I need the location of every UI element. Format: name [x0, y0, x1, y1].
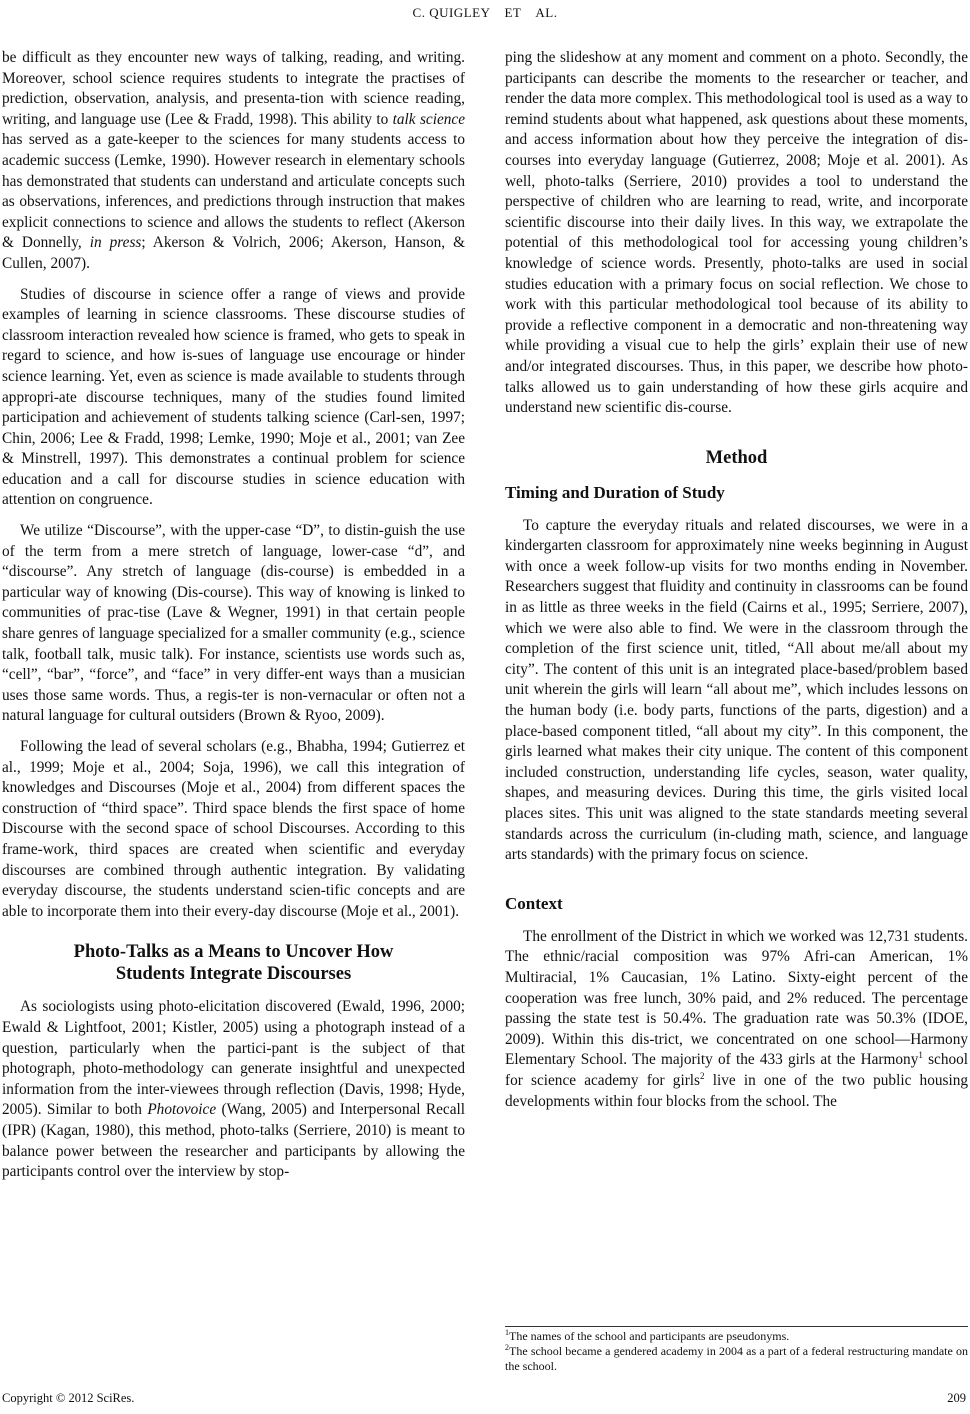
left-column	[2, 48, 465, 1183]
footnote-1: $^1$The names of the school and participants are pseudonyms.	[505, 1328, 790, 1343]
subheading-context: Context	[505, 893, 563, 913]
subheading-timing: Timing and Duration of Study	[505, 482, 725, 502]
emphasis-in-press: in press	[89, 234, 142, 252]
section-heading-method: Method	[705, 447, 768, 468]
copyright-notice: Copyright © 2012 SciRes.	[2, 1391, 135, 1405]
running-head	[0, 5, 970, 21]
running-head-al: AL.	[535, 5, 558, 20]
right-paragraph-3: The enrollment of the District in which we worked was 12,731 students. The ethnic/racial composition was 97% Afri-can American, 1% Multiracial, 1% Caucasian, 1% Latino. Sixty-eight percent of the cooperation was free lunch, 30% paid, and 2% reduced. The percentage passing the state test is 50.4%. The graduation rate was 50.3% (IDOE, 2009). Within this dis-trict, we concentrated on one school—Harmony Elementary School. The majority of the 433 girls at the Harmony$^1$ school for science academy for girls$^2$ live in one of the two public housing developments within four blocks from the school. The	[505, 927, 969, 1110]
left-paragraph-3: We utilize “Discourse”, with the upper-case “D”, to distin-guish the use of the term from a mere stretch of language, lower-case “d”, and “discourse”. Any stretch of language (dis-course) is embedded in a particular way of knowing (Dis-course). This way of knowing is linked to communities of prac-tise (Lave & Wegner, 1991) in that certain people share genres of language specialized for a smaller community (e.g., science talk, football talk, music talk). For instance, scientists use words such as, “cell”, “bar”, “force”, and “face” in very differ-ent ways than a musician uses those same words. Thus, a regis-ter is non-vernacular or often not a natural language for cultural outsiders (Brown & Ryoo, 2009).	[2, 522, 465, 725]
left-paragraph-5: As sociologists using photo-elicitation discovered (Ewald, 1996, 2000; Ewald & Lightfoot, 2001; Kistler, 2005) using a photograph instead of a question, particularly when the partici-pant is the subject of that photograph, photo-methodology can generate insightful and unexpected information from the inter-viewees through reflection (Davis, 1998; Hyde, 2005). Similar to both Photovoice (Wang, 2005) and Interpersonal Recall (IPR) (Kagan, 1980), this method, photo-talks (Serriere, 2010) is meant to balance power between the researcher and participants by allowing the participants control over the interview by stop-	[2, 998, 465, 1181]
left-paragraph-1: be difficult as they encounter new ways of talking, reading, and writing. Moreover, school science requires students to integrate the practises of prediction, observation, analysis, and presenta-tion with science reading, writing, and language use (Lee & Fradd, 1998). This ability to talk science has served as a gate-keeper to the sciences for many students access to academic success (Lemke, 1990). However research in elementary schools has demonstrated that students can understand and articulate concepts such as observations, inferences, and predictions through instruction that makes explicit connections to science and allows the students to reflect (Akerson & Donnelly, in press; Akerson & Volrich, 2006; Akerson, Hanson, & Cullen, 2007).	[2, 49, 466, 272]
right-paragraph-2: To capture the everyday rituals and related discourses, we were in a kindergarten classroom for approximately nine weeks beginning in August with once a week follow-up visits for two months ending in November. Researchers suggest that fluidity and continuity in classrooms can be found in as little as three weeks in the field (Cairns et al., 1995; Serriere, 2007), which we were also able to find. We were in the classroom through the completion of the first science unit, titled, “All about me/all about my city”. The content of this unit is an integrated place-based/problem based unit wherein the girls will learn “all about me”, which includes lessons on the human body (i.e. body parts, functions of the parts, digestion) and a place-based component titled, “all about my city”. In this component, the girls learned what makes their city unique. The content of this component included construction, understanding life cycles, season, water quality, shapes, and measuring devices. During this time, the girls visited local places sites. This unit was aligned to the state standards meeting several standards across the curriculum (in-cluding math, science, and language arts standards) with the primary focus on science.	[505, 516, 968, 864]
footnote-divider	[505, 1326, 968, 1327]
right-column	[505, 48, 968, 1112]
footnote-ref-1: 1	[918, 1050, 923, 1061]
right-paragraph-1: ping the slideshow at any moment and comment on a photo. Secondly, the participants can describe the moments to the researcher or teacher, and render the data more complex. This methodological tool is used as a way to remind students about what happened, ask questions about these moments, and access information about how they perceive the integration of dis-courses into everyday language (Gutierrez, 2008; Moje et al. 2001). As well, photo-talks (Serriere, 2010) provides a tool to understand the perspective of children who are learning to read, write, and incorporate scientific discourse into their daily lives. In this way, we extrapolate the potential of this methodological tool for accessing young children’s knowledge of science words. Presently, photo-talks are used in social studies education with a primary focus on social reflection. We chose to work with this particular methodological tool because of its ability to provide a reflective component in a democratic and non-threatening way while providing a visual cue to help the girls’ explain their use of new and/or integrated discourses. Thus, in this paper, we describe how photo-talks allowed us to gain understanding of how these girls acquire and understand new scientific dis-course.	[505, 49, 968, 417]
footnote-ref-2: 2	[700, 1070, 705, 1081]
page-number: 209	[947, 1391, 966, 1405]
emphasis-talk-science: talk science	[392, 110, 465, 128]
section-heading-photo-talks: Photo-Talks as a Means to Uncover How Students Integrate Discourses	[73, 942, 394, 985]
running-head-et: ET	[504, 5, 522, 20]
footnote-2: $^2$The school became a gendered academy in 2004 as a part of a federal restructuring mandate on the school.	[505, 1343, 968, 1373]
left-paragraph-4: Following the lead of several scholars (e.g., Bhabha, 1994; Gutierrez et al., 1999; Moje et al., 2004; Soja, 1996), we call this integration of knowledges and Discourses (Moje et al., 2004) from different spaces the construction of “third space”. Third space blends the first space of home Discourse with the second space of school Discourses. According to this frame-work, third spaces are created when scientific and everyday discourses are combined through authentic integration. By validating everyday discourse, the students understand scien-tific concepts and are able to incorporate them into their every-day discourse (Moje et al., 2001).	[2, 738, 465, 920]
emphasis-photovoice: Photovoice	[147, 1101, 217, 1119]
running-head-authors: C. QUIGLEY	[412, 5, 491, 20]
footnotes	[505, 1326, 968, 1374]
left-paragraph-2: Studies of discourse in science offer a range of views and provide examples of learning in science classrooms. These discourse studies of classroom interaction revealed how science is framed, who gets to speak in regard to science, and how is-sues of language use encourage or hinder science learning. Yet, even as science is made available to students through appropri-ate discourse techniques, many of the studies found limited participation and achievement of students talking science (Carl-sen, 1997; Chin, 2006; Lee & Fradd, 1998; Lemke, 1990; Moje et al., 2001; van Zee & Minstrell, 1997). This demonstrates a continual problem for science education and a call for discourse studies in science education with attention on congruence.	[2, 285, 465, 509]
